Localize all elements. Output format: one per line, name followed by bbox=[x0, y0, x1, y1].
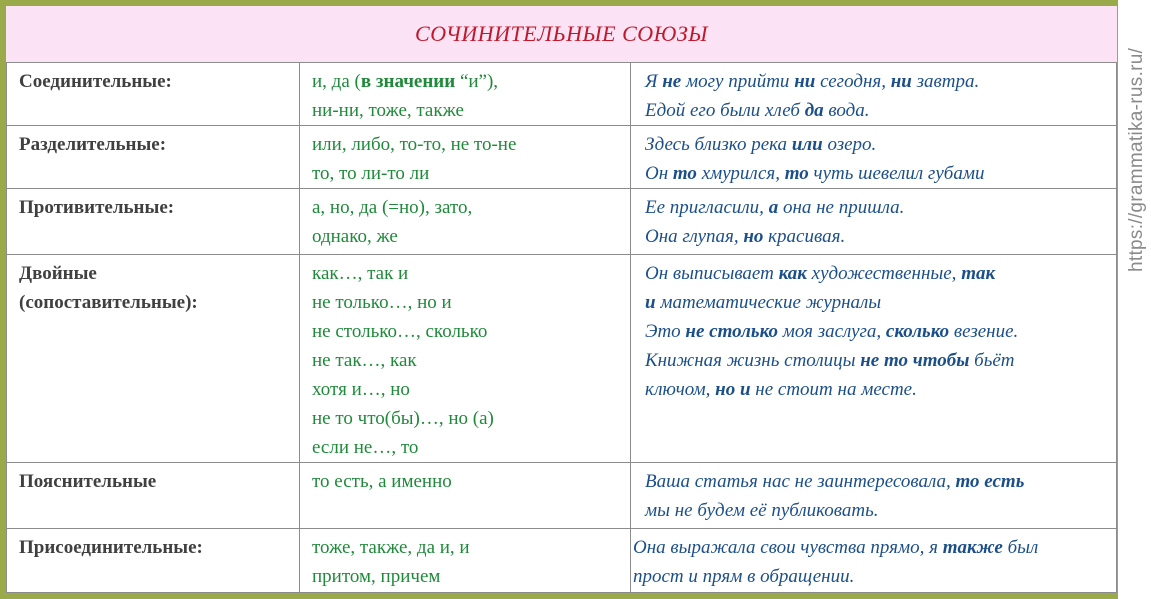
conjunction-type-label: Присоединительные: bbox=[19, 537, 203, 558]
title-bar bbox=[6, 6, 1117, 63]
example-line bbox=[645, 317, 1110, 346]
text-segment: завтра. bbox=[911, 71, 980, 92]
example-cell bbox=[631, 463, 1117, 529]
text-segment: чуть шевелил губами bbox=[808, 163, 985, 184]
example-line bbox=[645, 159, 1110, 188]
text-segment: Это bbox=[645, 321, 686, 342]
highlighted-conjunction: в значении bbox=[360, 71, 456, 92]
text-segment: не так…, как bbox=[312, 350, 417, 371]
highlighted-conjunction: но и bbox=[715, 379, 751, 400]
conjunctions-cell bbox=[300, 126, 631, 189]
conjunctions-cell bbox=[300, 463, 631, 529]
text-segment: не стоит на месте. bbox=[750, 379, 917, 400]
text-segment: однако, же bbox=[312, 226, 398, 247]
text-segment: как…, так и bbox=[312, 263, 409, 284]
text-segment: если не…, то bbox=[312, 437, 419, 458]
conjunction-line bbox=[312, 346, 624, 375]
example-line bbox=[645, 259, 1110, 288]
conjunction-line bbox=[312, 259, 624, 288]
table-body bbox=[7, 63, 1117, 593]
text-segment: Ваша статья нас не заинтересовала, bbox=[645, 471, 956, 492]
conjunction-line bbox=[312, 130, 624, 159]
conjunction-type-cell bbox=[7, 126, 300, 189]
text-segment: не столько…, сколько bbox=[312, 321, 488, 342]
conjunction-line bbox=[312, 562, 624, 591]
conjunction-line bbox=[312, 193, 624, 222]
highlighted-conjunction: да bbox=[804, 100, 824, 121]
text-segment: Он bbox=[645, 163, 673, 184]
example-cell bbox=[631, 255, 1117, 463]
example-line bbox=[645, 96, 1110, 125]
highlighted-conjunction: не столько bbox=[685, 321, 778, 342]
text-segment: и, да ( bbox=[312, 71, 361, 92]
highlighted-conjunction: не bbox=[662, 71, 682, 92]
example-line bbox=[645, 222, 1110, 251]
highlighted-conjunction: то есть bbox=[955, 471, 1025, 492]
example-line bbox=[645, 467, 1110, 496]
text-segment: моя заслуга, bbox=[777, 321, 886, 342]
text-segment: художественные, bbox=[806, 263, 962, 284]
content-frame bbox=[6, 6, 1117, 593]
text-segment: был bbox=[1002, 537, 1039, 558]
table-row bbox=[7, 529, 1117, 593]
example-cell bbox=[631, 189, 1117, 255]
text-segment: Она глупая, bbox=[645, 226, 744, 247]
text-segment: прост и прям в обращении. bbox=[633, 566, 855, 587]
conjunctions-table bbox=[6, 62, 1117, 593]
highlighted-conjunction: или bbox=[791, 134, 823, 155]
highlighted-conjunction: не то чтобы bbox=[860, 350, 970, 371]
conjunction-line bbox=[312, 222, 624, 251]
conjunctions-cell bbox=[300, 189, 631, 255]
example-line bbox=[645, 193, 1110, 222]
conjunction-type-label: Двойные bbox=[19, 263, 97, 284]
conjunction-type-cell bbox=[7, 529, 300, 593]
table-row bbox=[7, 463, 1117, 529]
highlighted-conjunction: также bbox=[942, 537, 1003, 558]
conjunction-line bbox=[312, 467, 624, 496]
conjunction-type-label: Разделительные: bbox=[19, 134, 167, 155]
text-segment: то, то ли-то ли bbox=[312, 163, 430, 184]
conjunctions-cell bbox=[300, 255, 631, 463]
example-line bbox=[633, 533, 1110, 562]
example-line bbox=[645, 496, 1110, 525]
highlighted-conjunction: ни bbox=[794, 71, 816, 92]
text-segment: озеро. bbox=[822, 134, 877, 155]
conjunction-type-label: Противительные: bbox=[19, 197, 175, 218]
text-segment: математические журналы bbox=[655, 292, 882, 313]
text-segment: притом, причем bbox=[312, 566, 441, 587]
conjunction-line bbox=[312, 317, 624, 346]
conjunction-line bbox=[312, 96, 624, 125]
text-segment: Я bbox=[645, 71, 663, 92]
conjunctions-cell bbox=[300, 529, 631, 593]
conjunction-type-label: (сопоставительные): bbox=[19, 292, 198, 313]
text-segment: “и”), bbox=[455, 71, 499, 92]
text-segment: то есть, а именно bbox=[312, 471, 452, 492]
conjunction-line bbox=[312, 67, 624, 96]
conjunction-line bbox=[312, 159, 624, 188]
text-segment: могу прийти bbox=[681, 71, 795, 92]
table-row bbox=[7, 255, 1117, 463]
example-line bbox=[645, 375, 1110, 404]
text-segment: везение. bbox=[949, 321, 1019, 342]
text-segment: ни-ни, тоже, также bbox=[312, 100, 464, 121]
text-segment: или, либо, то-то, не то-не bbox=[312, 134, 517, 155]
conjunction-type-cell bbox=[7, 189, 300, 255]
text-segment: ключом, bbox=[645, 379, 716, 400]
text-segment: Едой его были хлеб bbox=[645, 100, 805, 121]
text-segment: мы не будем её публиковать. bbox=[645, 500, 879, 521]
highlighted-conjunction: сколько bbox=[885, 321, 950, 342]
text-segment: хмурился, bbox=[696, 163, 785, 184]
example-cell bbox=[631, 126, 1117, 189]
text-segment: красивая. bbox=[763, 226, 846, 247]
conjunction-line bbox=[312, 433, 624, 462]
example-line bbox=[645, 67, 1110, 96]
text-segment: хотя и…, но bbox=[312, 379, 410, 400]
text-segment: сегодня, bbox=[815, 71, 891, 92]
highlighted-conjunction: а bbox=[768, 197, 779, 218]
conjunction-type-cell bbox=[7, 255, 300, 463]
text-segment: не только…, но и bbox=[312, 292, 452, 313]
example-cell bbox=[631, 63, 1117, 126]
highlighted-conjunction: так bbox=[961, 263, 996, 284]
example-cell bbox=[631, 529, 1117, 593]
conjunction-type-cell bbox=[7, 63, 300, 126]
highlighted-conjunction: ни bbox=[890, 71, 912, 92]
text-segment: вода. bbox=[823, 100, 870, 121]
text-segment: Книжная жизнь столицы bbox=[645, 350, 861, 371]
table-row bbox=[7, 126, 1117, 189]
example-line bbox=[633, 562, 1110, 591]
conjunction-line bbox=[312, 375, 624, 404]
table-row bbox=[7, 63, 1117, 126]
text-segment: бьёт bbox=[969, 350, 1015, 371]
conjunction-line bbox=[312, 404, 624, 433]
highlighted-conjunction: то bbox=[672, 163, 697, 184]
watermark-url: https://grammatika-rus.ru/ bbox=[1126, 47, 1147, 272]
table-row bbox=[7, 189, 1117, 255]
highlighted-conjunction: но bbox=[743, 226, 764, 247]
conjunctions-cell bbox=[300, 63, 631, 126]
example-line bbox=[645, 346, 1110, 375]
conjunction-type-label: Пояснительные bbox=[19, 471, 157, 492]
text-segment: не то что(бы)…, но (а) bbox=[312, 408, 494, 429]
conjunction-line bbox=[312, 288, 624, 317]
example-line bbox=[645, 130, 1110, 159]
highlighted-conjunction: и bbox=[645, 292, 656, 313]
text-segment: Он выписывает bbox=[645, 263, 779, 284]
text-segment: а, но, да (=но), зато, bbox=[312, 197, 473, 218]
highlighted-conjunction: то bbox=[784, 163, 809, 184]
text-segment: она не пришла. bbox=[778, 197, 905, 218]
text-segment: Здесь близко река bbox=[645, 134, 792, 155]
conjunction-type-label: Соединительные: bbox=[19, 71, 172, 92]
highlighted-conjunction: как bbox=[778, 263, 807, 284]
conjunction-type-cell bbox=[7, 463, 300, 529]
text-segment: тоже, также, да и, и bbox=[312, 537, 470, 558]
text-segment: Ее пригласили, bbox=[645, 197, 769, 218]
text-segment: Она выражала свои чувства прямо, я bbox=[633, 537, 943, 558]
page-title: СОЧИНИТЕЛЬНЫЕ СОЮЗЫ bbox=[415, 21, 708, 46]
example-line bbox=[645, 288, 1110, 317]
conjunction-line bbox=[312, 533, 624, 562]
